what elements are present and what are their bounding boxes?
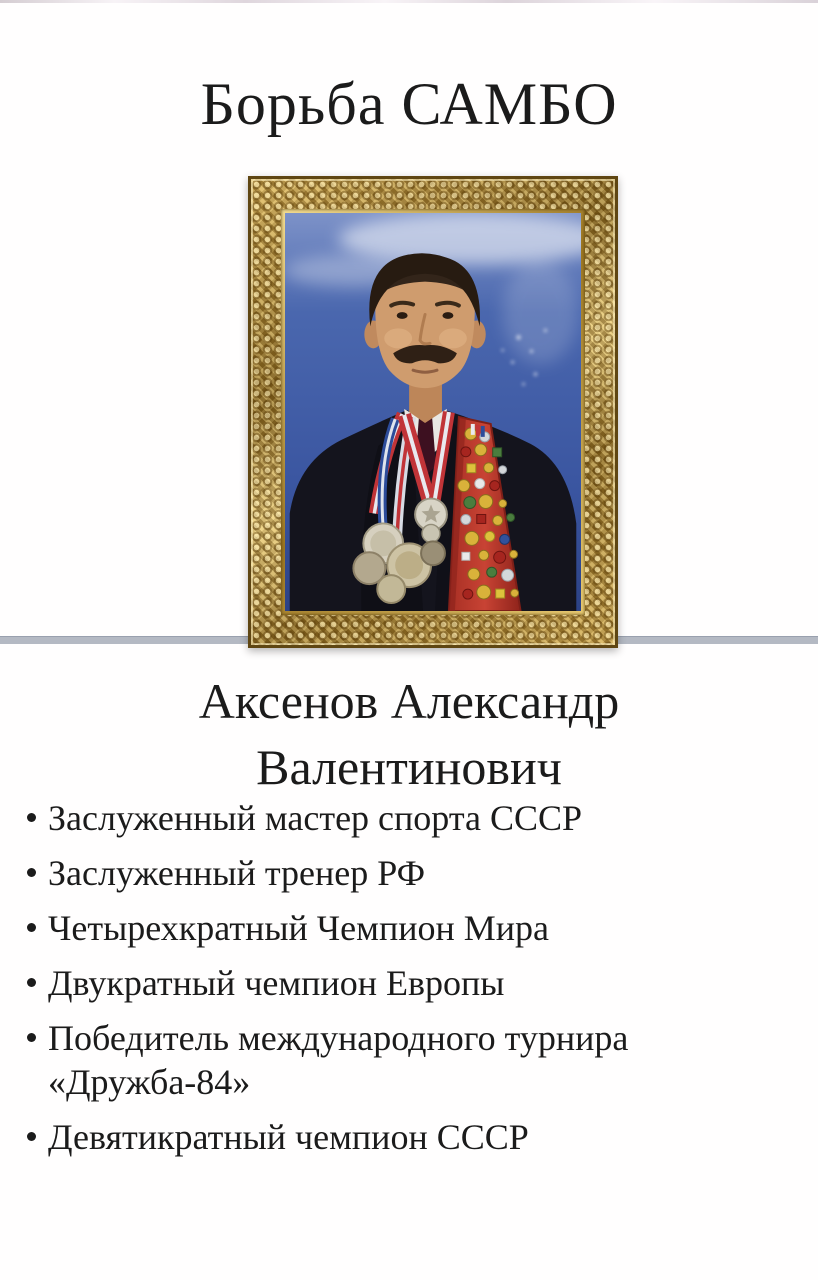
portrait-photo (285, 213, 581, 611)
achievement-item: Двукратный чемпион Европы (20, 961, 700, 1005)
achievement-item: Девятикратный чемпион СССР (20, 1115, 700, 1159)
achievement-item: Заслуженный тренер РФ (20, 851, 700, 895)
achievements-list (20, 796, 700, 1170)
man-with-medals-illustration (285, 213, 581, 611)
achievement-item: Заслуженный мастер спорта СССР (20, 796, 700, 840)
slide-title: Борьба САМБО (200, 71, 618, 137)
achievement-item: Четырехкратный Чемпион Мира (20, 906, 700, 950)
person-name (0, 668, 818, 800)
achievement-item: Победитель международного турнира «Дружба-84» (20, 1016, 700, 1104)
portrait-frame (248, 176, 618, 648)
person-name-text: Аксенов Александр Валентинович (198, 673, 620, 795)
frame-inner-liner (281, 209, 585, 615)
top-border-line (0, 0, 818, 3)
